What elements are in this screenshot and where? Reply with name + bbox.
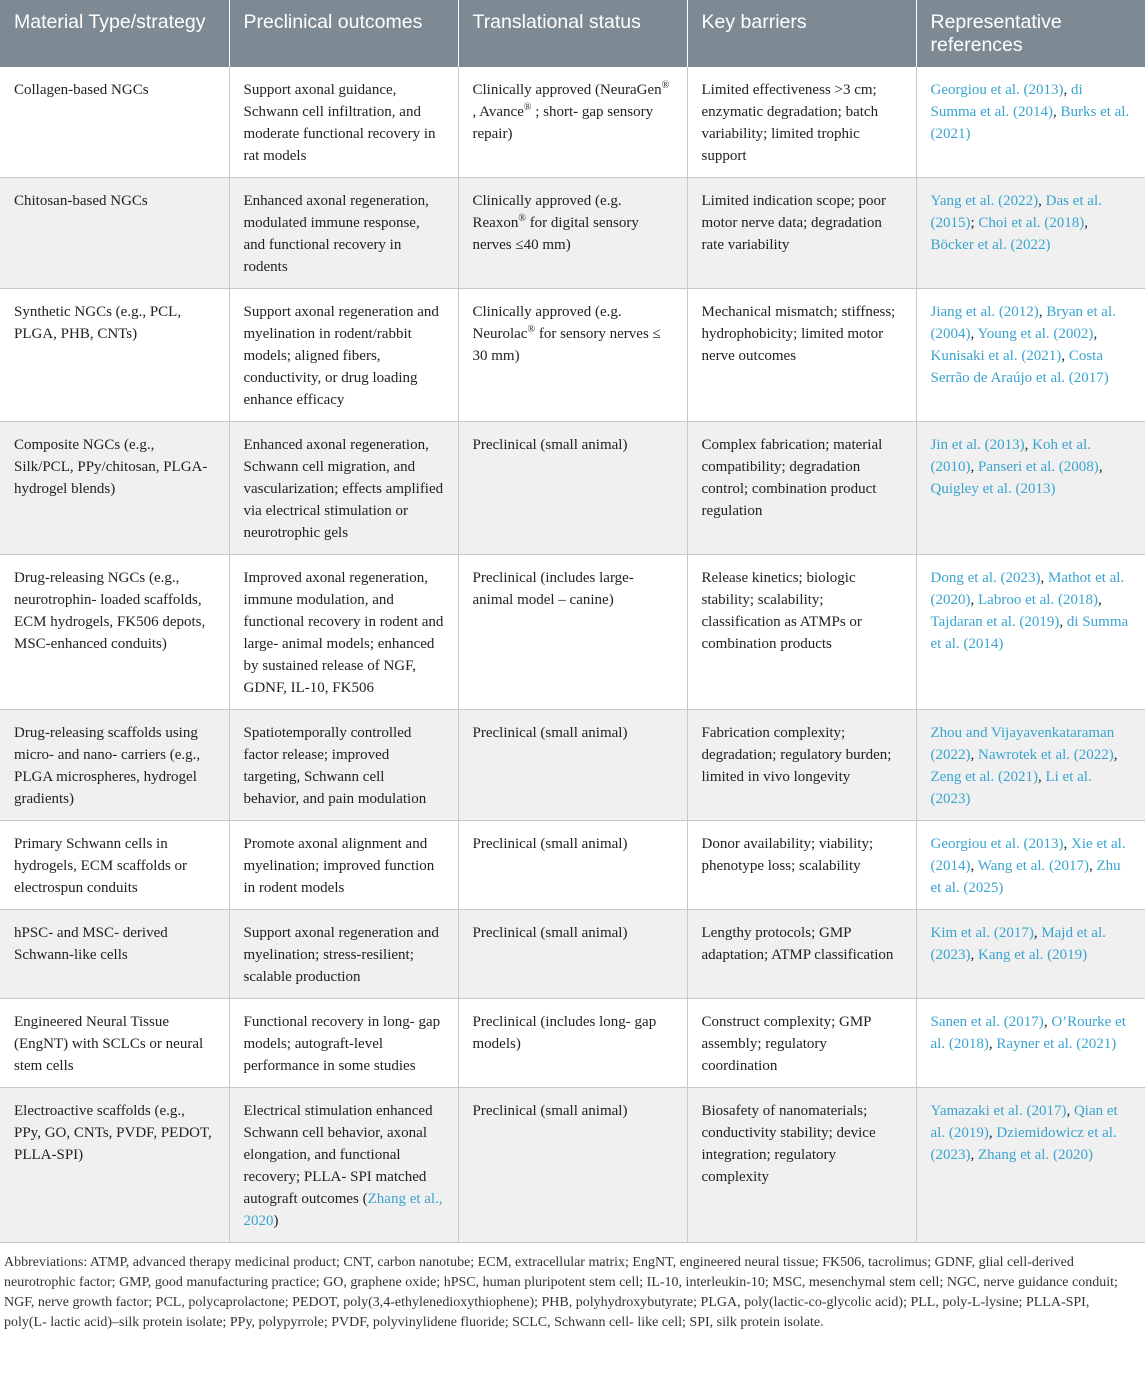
reference-link[interactable]: Li et al. (2023) [930, 769, 1092, 807]
references-cell [916, 821, 1145, 910]
barriers-cell: Biosafety of nanomaterials; conductivity stability; device integration; regulatory complexity [687, 1088, 916, 1243]
reference-link[interactable]: Nawrotek et al. (2022) [978, 747, 1114, 763]
table-row [0, 710, 1145, 821]
reference-link[interactable]: Zeng et al. (2021) [930, 769, 1038, 785]
reference-separator: , [988, 1036, 997, 1052]
barriers-cell: Lengthy protocols; GMP adaptation; ATMP classification [687, 910, 916, 999]
outcomes-text-end: ) [273, 1213, 279, 1229]
reference-separator: , [1033, 925, 1042, 941]
barriers-cell: Limited effectiveness >3 cm; enzymatic degradation; batch variability; limited trophic support [687, 67, 916, 178]
reference-separator: , [970, 747, 978, 763]
reference-separator: , [1063, 836, 1072, 852]
reference-separator: , [1038, 193, 1046, 209]
reference-link[interactable]: Dong et al. (2023) [930, 570, 1041, 586]
reference-link[interactable]: Young et al. (2002) [977, 326, 1094, 342]
status-text: Clinically approved (e.g. Reaxon [472, 193, 622, 231]
reference-link[interactable]: Zhang et al., 2020 [243, 1191, 443, 1229]
reference-link[interactable]: Wang et al. (2017) [977, 858, 1089, 874]
reference-link[interactable]: Choi et al. (2018) [978, 215, 1085, 231]
reference-link[interactable]: Yang et al. (2022) [930, 193, 1039, 209]
table-row [0, 178, 1145, 289]
reference-link[interactable]: Zhu et al. (2025) [930, 858, 1121, 896]
outcomes-text: Electrical stimulation enhanced Schwann cell behavior, axonal elongation, and functional recovery; PLLA- SPI matched autograft outcomes ( [243, 1103, 433, 1207]
reference-separator: , [1089, 858, 1097, 874]
barriers-cell: Complex fabrication; material compatibility; degradation control; combination product regulation [687, 422, 916, 555]
reference-link[interactable]: Zhou and Vijayavenkataraman (2022) [930, 725, 1115, 763]
reference-link[interactable]: Qian et al. (2019) [930, 1103, 1118, 1141]
registered-mark: ® [527, 324, 536, 335]
reference-link[interactable]: O’Rourke et al. (2018) [930, 1014, 1126, 1052]
material-cell: Collagen-based NGCs [0, 67, 229, 178]
reference-link[interactable]: Das et al. (2015) [930, 193, 1102, 231]
reference-link[interactable]: Burks et al. (2021) [930, 104, 1130, 142]
outcomes-cell [229, 1088, 458, 1243]
references-cell [916, 1088, 1145, 1243]
status-cell: Preclinical (includes large- animal model – canine) [458, 555, 687, 710]
table-row [0, 910, 1145, 999]
barriers-cell: Limited indication scope; poor motor nerve data; degradation rate variability [687, 178, 916, 289]
material-cell: Drug-releasing NGCs (e.g., neurotrophin- loaded scaffolds, ECM hydrogels, FK506 depots, MSC-enhanced conduits) [0, 555, 229, 710]
reference-separator: , [988, 1125, 997, 1141]
status-cell [458, 289, 687, 422]
reference-separator: , [1093, 326, 1098, 342]
reference-link[interactable]: Kim et al. (2017) [930, 925, 1034, 941]
table-row [0, 555, 1145, 710]
reference-separator: , [1024, 437, 1033, 453]
reference-separator: , [1040, 570, 1048, 586]
registered-mark: ® [518, 213, 526, 224]
header-references: Representative references [916, 0, 1145, 67]
outcomes-cell: Support axonal regeneration and myelination in rodent/rabbit models; aligned fibers, conductivity, or drug loading enhance efficacy [229, 289, 458, 422]
reference-separator: , [1037, 769, 1046, 785]
reference-separator: , [1043, 1014, 1052, 1030]
reference-link[interactable]: Georgiou et al. (2013) [930, 836, 1064, 852]
header-material: Material Type/strategy [0, 0, 229, 67]
reference-separator: , [970, 947, 978, 963]
reference-link[interactable]: Böcker et al. (2022) [930, 237, 1051, 253]
status-cell: Preclinical (small animal) [458, 821, 687, 910]
reference-separator: , [1113, 747, 1118, 763]
barriers-cell: Release kinetics; biologic stability; scalability; classification as ATMPs or combination products [687, 555, 916, 710]
material-cell: Primary Schwann cells in hydrogels, ECM scaffolds or electrospun conduits [0, 821, 229, 910]
reference-link[interactable]: Dziemidowicz et al. (2023) [930, 1125, 1117, 1163]
references-cell [916, 422, 1145, 555]
reference-link[interactable]: Majd et al. (2023) [930, 925, 1106, 963]
table-row [0, 999, 1145, 1088]
barriers-cell: Construct complexity; GMP assembly; regulatory coordination [687, 999, 916, 1088]
material-cell: Synthetic NGCs (e.g., PCL, PLGA, PHB, CNTs) [0, 289, 229, 422]
status-text: ; short- gap sensory repair) [472, 104, 654, 142]
reference-link[interactable]: Labroo et al. (2018) [978, 592, 1098, 608]
status-text: Clinically approved (NeuraGen [472, 82, 662, 98]
table-row [0, 67, 1145, 178]
header-outcomes: Preclinical outcomes [229, 0, 458, 67]
references-cell [916, 289, 1145, 422]
status-cell: Preclinical (small animal) [458, 910, 687, 999]
references-cell [916, 710, 1145, 821]
reference-separator: , [970, 858, 978, 874]
status-cell: Preclinical (small animal) [458, 1088, 687, 1243]
outcomes-cell: Improved axonal regeneration, immune modulation, and functional recovery in rodent and large- animal models; enhanced by sustained release of NGF, GDNF, IL-10, FK506 [229, 555, 458, 710]
registered-mark: ® [523, 102, 532, 113]
barriers-cell: Fabrication complexity; degradation; regulatory burden; limited in vivo longevity [687, 710, 916, 821]
status-cell: Preclinical (includes long- gap models) [458, 999, 687, 1088]
status-cell: Preclinical (small animal) [458, 710, 687, 821]
abbreviations-footnote: Abbreviations: ATMP, advanced therapy medicinal product; CNT, carbon nanotube; ECM, extracellular matrix; EngNT, engineered neural tissue; FK506, tacrolimus; GDNF, glial cell-derived neurotrophic factor; GMP, good manufacturing practice; GO, graphene oxide; hPSC, human pluripotent stem cell; IL-10, interleukin-10; MSC, mesenchymal stem cell; NGC, nerve guidance conduit; NGF, nerve growth factor; PCL, polycaprolactone; PEDOT, poly(3,4-ethylenedioxythiophene); PHB, polyhydroxybutyrate; PLGA, poly(lactic-co-glycolic acid); PLL, poly-L-lysine; PLLA-SPI, poly(L- lactic acid)–silk protein isolate; PPy, polypyrrole; PVDF, polyvinylidene fluoride; SCLC, Schwann cell- like cell; SPI, silk protein isolate. [4, 1255, 1118, 1330]
reference-separator: , [1066, 1103, 1074, 1119]
material-cell: Electroactive scaffolds (e.g., PPy, GO, CNTs, PVDF, PEDOT, PLLA-SPI) [0, 1088, 229, 1243]
outcomes-cell: Support axonal guidance, Schwann cell infiltration, and moderate functional recovery in rat models [229, 67, 458, 178]
reference-link[interactable]: Kang et al. (2019) [978, 947, 1088, 963]
header-row [0, 0, 1145, 67]
reference-separator: , [1038, 304, 1047, 320]
reference-link[interactable]: Quigley et al. (2013) [930, 481, 1056, 497]
reference-separator: , [970, 459, 978, 475]
reference-separator: , [1061, 348, 1069, 364]
material-cell: Drug-releasing scaffolds using micro- and nano- carriers (e.g., PLGA microspheres, hydrogel gradients) [0, 710, 229, 821]
material-cell: Chitosan-based NGCs [0, 178, 229, 289]
table-row [0, 1088, 1145, 1243]
outcomes-cell: Spatiotemporally controlled factor release; improved targeting, Schwann cell behavior, and pain modulation [229, 710, 458, 821]
status-cell [458, 67, 687, 178]
references-cell [916, 178, 1145, 289]
status-text: for sensory nerves ≤ 30 mm) [472, 326, 661, 364]
status-cell: Preclinical (small animal) [458, 422, 687, 555]
reference-link[interactable]: di Summa et al. (2014) [930, 82, 1083, 120]
outcomes-cell: Promote axonal alignment and myelination; improved function in rodent models [229, 821, 458, 910]
reference-link[interactable]: Bryan et al. (2004) [930, 304, 1116, 342]
reference-link[interactable]: Georgiou et al. (2013) [930, 82, 1064, 98]
references-cell [916, 67, 1145, 178]
references-cell [916, 555, 1145, 710]
references-cell [916, 910, 1145, 999]
reference-link[interactable]: di Summa et al. (2014) [930, 614, 1129, 652]
reference-separator: , [1084, 215, 1088, 231]
reference-link[interactable]: Xie et al. (2014) [930, 836, 1126, 874]
registered-mark: ® [661, 80, 670, 91]
reference-separator: , [970, 592, 978, 608]
reference-link[interactable]: Rayner et al. (2021) [996, 1036, 1117, 1052]
status-text: for digital sensory nerves ≤40 mm) [472, 215, 639, 253]
barriers-cell: Donor availability; viability; phenotype loss; scalability [687, 821, 916, 910]
outcomes-cell: Enhanced axonal regeneration, modulated immune response, and functional recovery in rodents [229, 178, 458, 289]
outcomes-cell: Functional recovery in long- gap models; autograft-level performance in some studies [229, 999, 458, 1088]
table-row [0, 422, 1145, 555]
reference-separator: , [1098, 459, 1103, 475]
reference-link[interactable]: Tajdaran et al. (2019) [930, 614, 1060, 630]
table-body [0, 67, 1145, 1243]
outcomes-cell: Support axonal regeneration and myelination; stress-resilient; scalable production [229, 910, 458, 999]
material-cell: hPSC- and MSC- derived Schwann-like cells [0, 910, 229, 999]
status-cell [458, 178, 687, 289]
status-text: Clinically approved (e.g. Neurolac [472, 304, 622, 342]
reference-separator: , [1059, 614, 1067, 630]
reference-link[interactable]: Costa Serrão de Araújo et al. (2017) [930, 348, 1109, 386]
reference-separator: , [970, 326, 978, 342]
material-cell: Engineered Neural Tissue (EngNT) with SCLCs or neural stem cells [0, 999, 229, 1088]
reference-link[interactable]: Kunisaki et al. (2021) [930, 348, 1062, 364]
reference-link[interactable]: Jiang et al. (2012) [930, 304, 1039, 320]
reference-link[interactable]: Mathot et al. (2020) [930, 570, 1125, 608]
references-cell [916, 999, 1145, 1088]
header-barriers: Key barriers [687, 0, 916, 67]
header-status: Translational status [458, 0, 687, 67]
barriers-cell: Mechanical mismatch; stiffness; hydrophobicity; limited motor nerve outcomes [687, 289, 916, 422]
reference-separator: , [970, 1147, 978, 1163]
reference-separator: , [1097, 592, 1102, 608]
status-text: , Avance [472, 104, 524, 120]
material-cell: Composite NGCs (e.g., Silk/PCL, PPy/chitosan, PLGA-hydrogel blends) [0, 422, 229, 555]
reference-link[interactable]: Jin et al. (2013) [930, 437, 1025, 453]
table-header [0, 0, 1145, 67]
reference-link[interactable]: Panseri et al. (2008) [978, 459, 1099, 475]
reference-link[interactable]: Koh et al. (2010) [930, 437, 1091, 475]
outcomes-cell: Enhanced axonal regeneration, Schwann cell migration, and vascularization; effects amplified via electrical stimulation or neurotrophic gels [229, 422, 458, 555]
reference-separator: , [1063, 82, 1072, 98]
reference-separator: ; [970, 215, 979, 231]
reference-link[interactable]: Zhang et al. (2020) [978, 1147, 1093, 1163]
table-row [0, 821, 1145, 910]
reference-separator: , [1052, 104, 1061, 120]
table-row [0, 289, 1145, 422]
reference-link[interactable]: Yamazaki et al. (2017) [930, 1103, 1067, 1119]
reference-link[interactable]: Sanen et al. (2017) [930, 1014, 1044, 1030]
